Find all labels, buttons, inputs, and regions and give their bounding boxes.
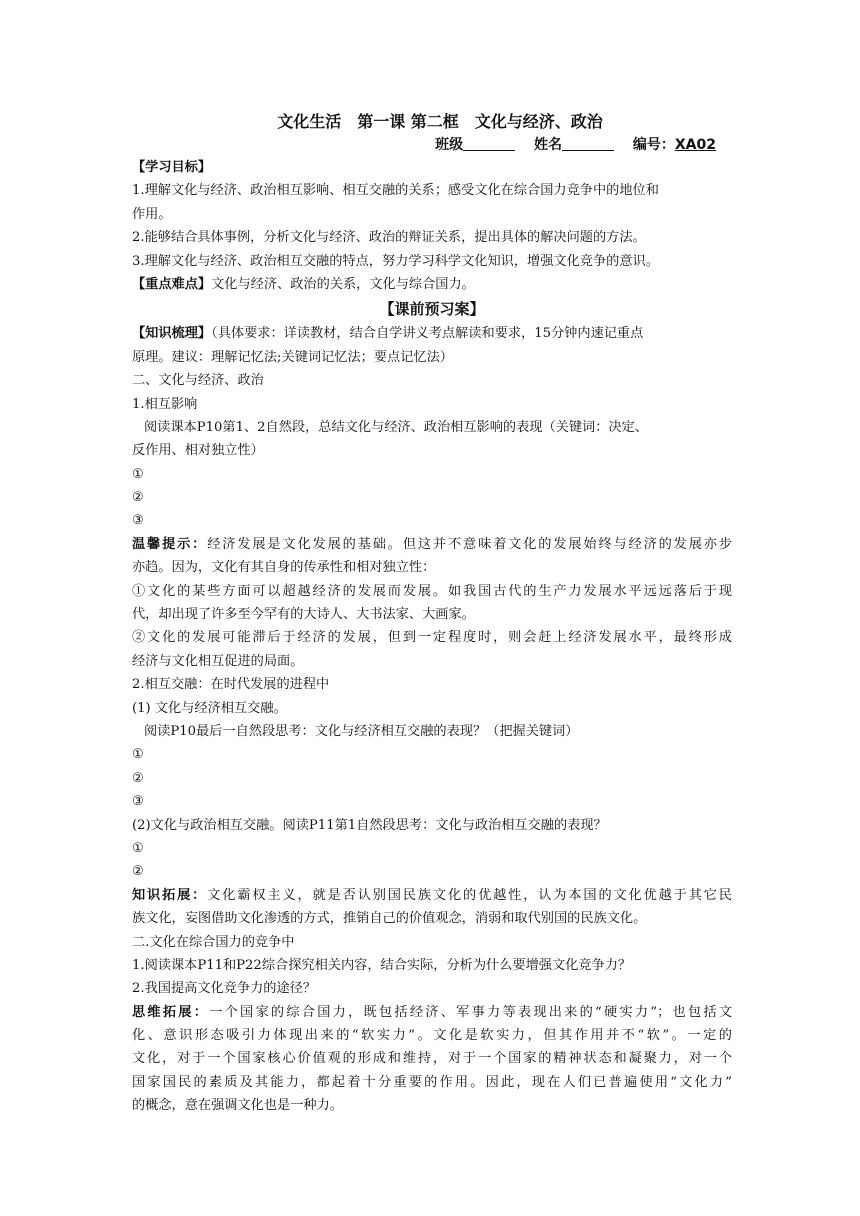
answer-marker: ① — [132, 747, 144, 763]
extension-line: 族文化，妄图借助文化渗透的方式，推销自己的价值观念，消弱和取代别国的民族文化。 — [132, 911, 647, 927]
answer-marker: ② — [132, 864, 144, 880]
reading-instruction: 阅读P10最后一自然段思考：文化与经济相互交融的表现？（把握关键词） — [144, 723, 579, 739]
tip-line — [132, 533, 732, 556]
section-three-title: 二.文化在综合国力的竞争中 — [132, 934, 295, 950]
student-info-line — [132, 134, 732, 156]
thinking-line: 的概念，意在强调文化也是一种力。 — [132, 1098, 343, 1114]
reading-instruction: 反作用、相对独立性） — [132, 443, 264, 459]
extension-text: 文化霸权主义，就是否认别国民族文化的优越性，认为本国的文化优越于其它民 — [207, 887, 732, 903]
thinking-line: 文化，对于一个国家核心价值观的形成和维持，对于一个国家的精神状态和凝聚力，对一个 — [132, 1051, 732, 1067]
objectives-heading: 【学习目标】 — [132, 160, 212, 175]
answer-marker: ③ — [132, 794, 144, 810]
question-line: 2.我国提高文化竞争力的途径？ — [132, 981, 317, 997]
knowledge-line: 原理。建议：理解记忆法;关键词记忆法；要点记忆法） — [132, 349, 453, 365]
extension-label: 知识拓展： — [132, 887, 208, 903]
subsection-mutual-blending: 2.相互交融：在时代发展的进程中 — [132, 677, 330, 693]
tip-line: 亦趋。因为，文化有其自身的传承性和相对独立性： — [132, 560, 436, 576]
answer-marker: ② — [132, 770, 144, 786]
thinking-line: 化、意识形态吸引力体现出来的“软实力”。文化是软实力，但其作用并不“软”。一定的 — [132, 1028, 732, 1044]
tip-label: 温馨提示： — [132, 536, 208, 552]
key-points-heading: 【重点难点】 — [132, 276, 212, 292]
thinking-line: 国家国民的素质及其能力，都起着十分重要的作用。因此，现在人们已普遍使用“文化力” — [132, 1074, 732, 1090]
knowledge-heading: 【知识梳理】 — [132, 326, 212, 342]
class-label: 班级 — [435, 137, 464, 153]
objective-line: 2.能够结合具体事例，分析文化与经济、政治的辩证关系，提出具体的解决问题的方法。 — [132, 230, 646, 246]
subsection-culture-economy: (1) 文化与经济相互交融。 — [132, 700, 287, 716]
code-value: XA02 — [674, 137, 716, 153]
key-points-text: 文化与经济、政治的关系，文化与综合国力。 — [211, 276, 475, 292]
preview-heading: 【课前预习案】 — [379, 300, 485, 319]
answer-marker: ② — [132, 490, 144, 506]
subsection-mutual-influence: 1.相互影响 — [132, 396, 198, 412]
page-title: 文化生活 第一课 第二框 文化与经济、政治 — [277, 112, 603, 131]
code-label: 编号： — [632, 137, 675, 153]
objective-line: 作用。 — [132, 206, 172, 222]
thinking-line — [132, 1001, 732, 1024]
tip-text: 经济发展是文化发展的基础。但这并不意味着文化的发展始终与经济的发展亦步 — [207, 536, 732, 552]
document-content — [132, 110, 732, 1118]
knowledge-text: （具体要求：详读教材，结合自学讲义考点解读和要求，15分钟内速记重点 — [211, 326, 644, 342]
tip-line: 代，却出现了许多至今罕有的大诗人、大书法家、大画家。 — [132, 607, 475, 623]
tip-line: ②文化的发展可能滞后于经济的发展，但到一定程度时，则会赶上经济发展水平，最终形成 — [132, 630, 732, 646]
extension-line — [132, 884, 732, 907]
objective-line: 1.理解文化与经济、政治相互影响、相互交融的关系；感受文化在综合国力竞争中的地位和 — [132, 183, 659, 199]
answer-marker: ① — [132, 840, 144, 856]
thinking-label: 思维拓展： — [132, 1004, 210, 1020]
tip-line: ①文化的某些方面可以超越经济的发展而发展。如我国古代的生产力发展水平远远落后于现 — [132, 583, 732, 599]
name-label: 姓名 — [534, 137, 562, 153]
knowledge-line — [132, 322, 732, 345]
question-line: 1.阅读课本P11和P22综合探究相关内容，结合实际，分析为什么要增强文化竞争力？ — [132, 957, 632, 973]
reading-instruction: 阅读课本P10第1、2自然段，总结文化与经济、政治相互影响的表现（关键词：决定、 — [144, 419, 648, 435]
tip-line: 经济与文化相互促进的局面。 — [132, 653, 304, 669]
answer-marker: ③ — [132, 513, 144, 529]
name-blank — [562, 136, 614, 151]
answer-marker: ① — [132, 466, 144, 482]
objective-line: 3.理解文化与经济、政治相互交融的特点，努力学习科学文化知识，增强文化竞争的意识。 — [132, 253, 659, 269]
thinking-text: 一个国家的综合国力，既包括经济、军事力等表现出来的“硬实力”；也包括文 — [209, 1004, 732, 1020]
section-two-title: 二、文化与经济、政治 — [132, 373, 264, 389]
key-points — [132, 273, 732, 296]
subsection-culture-politics: (2)文化与政治相互交融。阅读P11第1自然段思考：文化与政治相互交融的表现？ — [132, 817, 607, 833]
class-blank — [463, 136, 515, 151]
